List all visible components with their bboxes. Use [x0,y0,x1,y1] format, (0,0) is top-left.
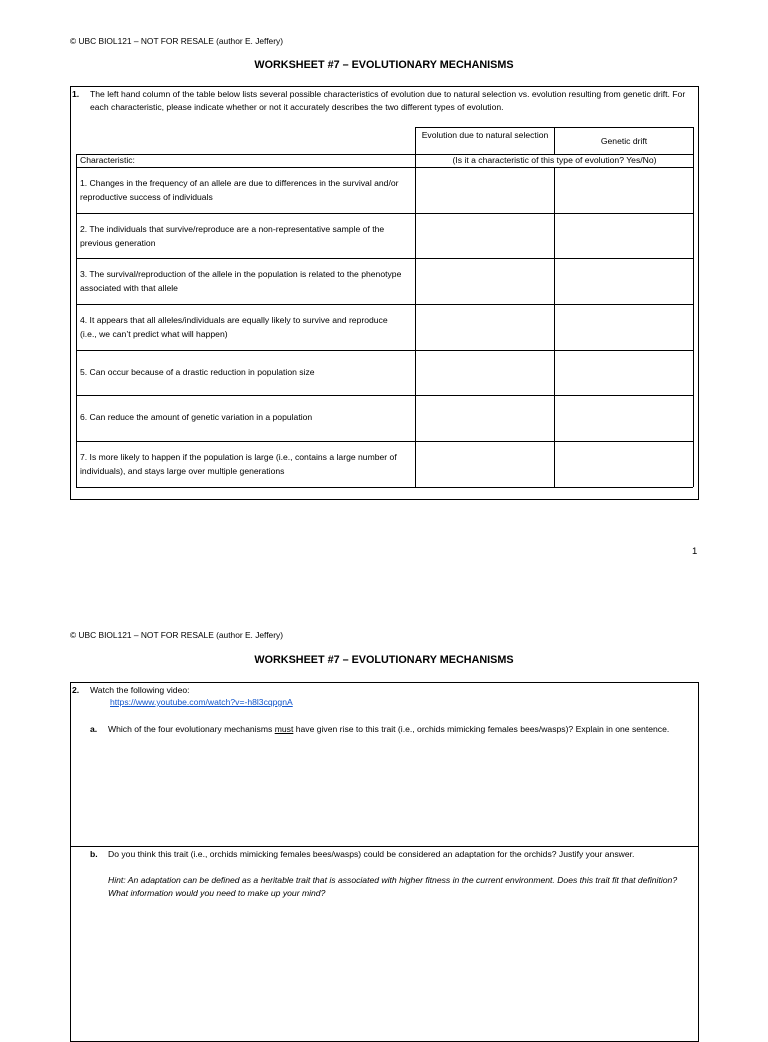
table-instruction: (Is it a characteristic of this type of evolution? Yes/No) [452,155,657,165]
question-2b-text: Do you think this trait (i.e., orchids mimicking females bees/wasps) could be considered an adaptation for the orchids? Justify your answer. [108,849,635,859]
question-2a-text: Which of the four evolutionary mechanisms must have given rise to this trait (i.e., orchids mimicking females bees/wasps)? Explain in one sentence. [108,724,670,734]
question-2b-label: b. [90,849,98,859]
question-2-divider [70,846,699,847]
question-2b-hint: Hint: An adaptation can be defined as a heritable trait that is associated with higher fitness in the current environment. Does this trait fit that definition? What information would you need to make up your mind? [108,875,678,898]
col-header-genetic-drift: Genetic drift [600,136,648,146]
worksheet-title-page-2: WORKSHEET #7 – EVOLUTIONARY MECHANISMS [254,654,514,666]
table-row-4: 4. It appears that all alleles/individuals are equally likely to survive and reproduce (i.e., we can’t predict what will happen) [80,315,388,339]
worksheet-title: WORKSHEET #7 – EVOLUTIONARY MECHANISMS [254,59,514,71]
question-2-box [70,682,699,1042]
characteristic-label: Characteristic: [80,155,135,165]
copyright-notice-page-2: © UBC BIOL121 – NOT FOR RESALE (author E. Jeffery) [70,630,283,640]
table-row-2: 2. The individuals that survive/reproduce are a non-representative sample of the previous generation [80,224,385,248]
question-2a-label: a. [90,724,98,734]
question-2-intro: Watch the following video: [90,685,190,695]
question-2-number: 2. [72,685,80,695]
table-row-5: 5. Can occur because of a drastic reduction in population size [80,367,315,377]
table-row-7: 7. Is more likely to happen if the population is large (i.e., contains a large number of individuals), and stays large over multiple generations [80,452,397,476]
col-header-natural-selection: Evolution due to natural selection [421,130,549,140]
table-row-1: 1. Changes in the frequency of an allele are due to differences in the survival and/or reproductive success of individuals [80,178,399,202]
video-link[interactable]: https://www.youtube.com/watch?v=-h8l3cqpgnA [110,697,293,707]
table-row-3: 3. The survival/reproduction of the allele in the population is related to the phenotype associated with that allele [80,269,402,293]
page-number: 1 [692,546,698,557]
question-1-number: 1. [72,89,80,99]
question-1-text: The left hand column of the table below lists several possible characteristics of evolution due to natural selection vs. evolution resulting from genetic drift. For each characteristic, please indicate whether or not it accurately describes the two different types of evolution. [90,89,686,112]
table-row-6: 6. Can reduce the amount of genetic variation in a population [80,412,313,422]
copyright-notice: © UBC BIOL121 – NOT FOR RESALE (author E. Jeffery) [70,36,283,46]
